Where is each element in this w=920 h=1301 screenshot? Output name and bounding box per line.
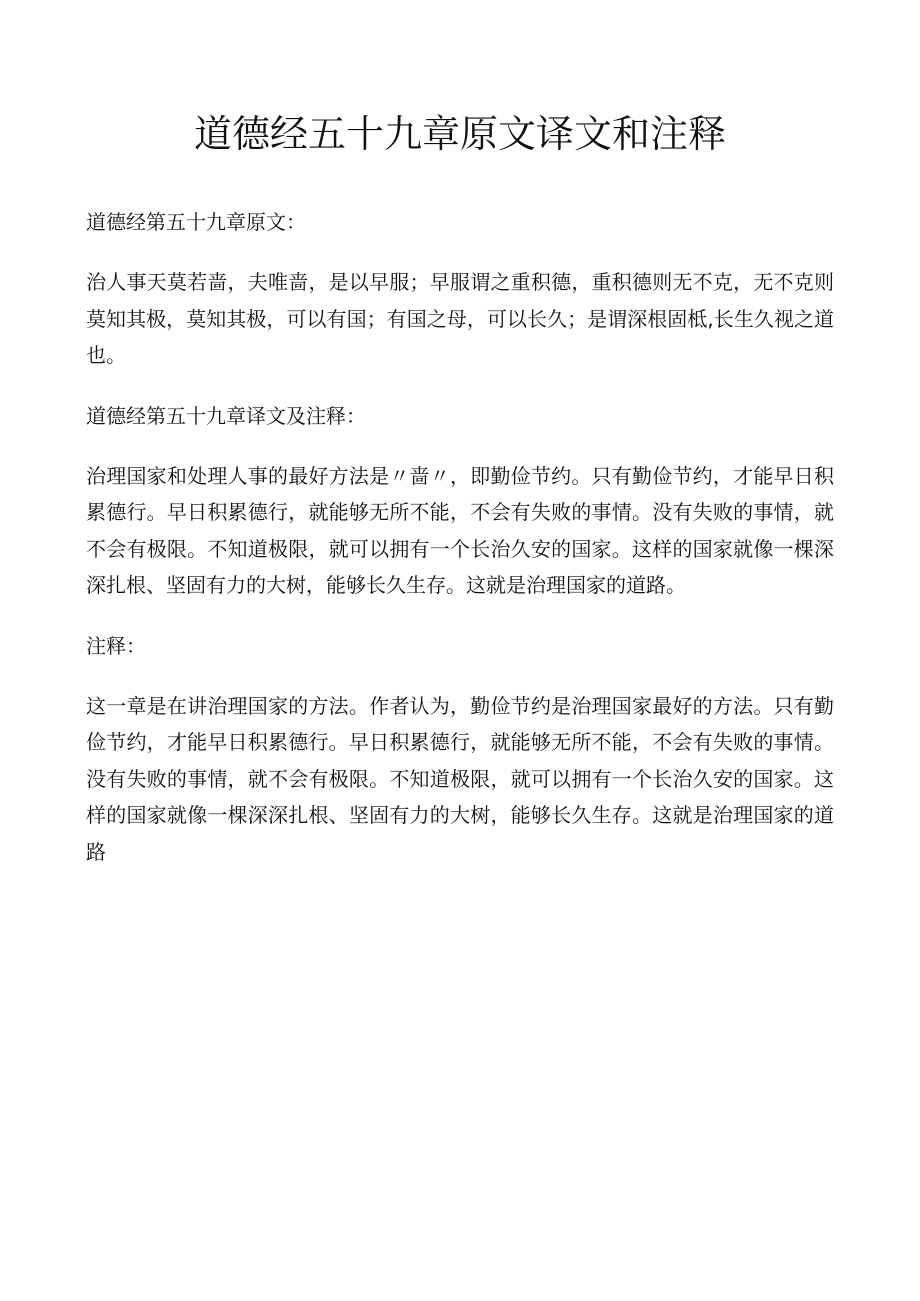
paragraph-translation: 治理国家和处理人事的最好方法是〃啬〃，即勤俭节约。只有勤俭节约，才能早日积累德行。早日积累德行，就能够无所不能，不会有失败的事情。没有失败的事情，就不会有极限。不知道极限，就可以拥有一个长治久安的国家。这样的国家就像一棵深深扎根、坚固有力的大树，能够长久生存。这就是治理国家的道路。 xyxy=(86,463,834,597)
section-heading-translation: 道德经第五十九章译文及注释： xyxy=(86,403,366,428)
paragraph-original: 治人事天莫若啬，夫唯啬，是以早服；早服谓之重积德，重积德则无不克，无不克则莫知其极，莫知其极，可以有国；有国之母，可以长久；是谓深根固柢,长生久视之道也。 xyxy=(86,270,834,367)
section-heading-original: 道德经第五十九章原文： xyxy=(86,210,306,234)
paragraph-notes: 这一章是在讲治理国家的方法。作者认为，勤俭节约是治理国家最好的方法。只有勤俭节约，才能早日积累德行。早日积累德行，就能够无所不能，不会有失败的事情。没有失败的事情，就不会有极限。不知道极限，就可以拥有一个长治久安的国家。这样的国家就像一棵深深扎根、坚固有力的大树，能够长久生存。这就是治理国家的道路 xyxy=(86,693,834,864)
section-heading-notes: 注释： xyxy=(86,633,146,658)
document-body xyxy=(86,204,834,870)
section-notes xyxy=(86,628,834,871)
page-title: 道德经五十九章原文译文和注释 xyxy=(193,112,726,156)
section-translation xyxy=(86,398,834,604)
section-original-text xyxy=(86,204,834,374)
